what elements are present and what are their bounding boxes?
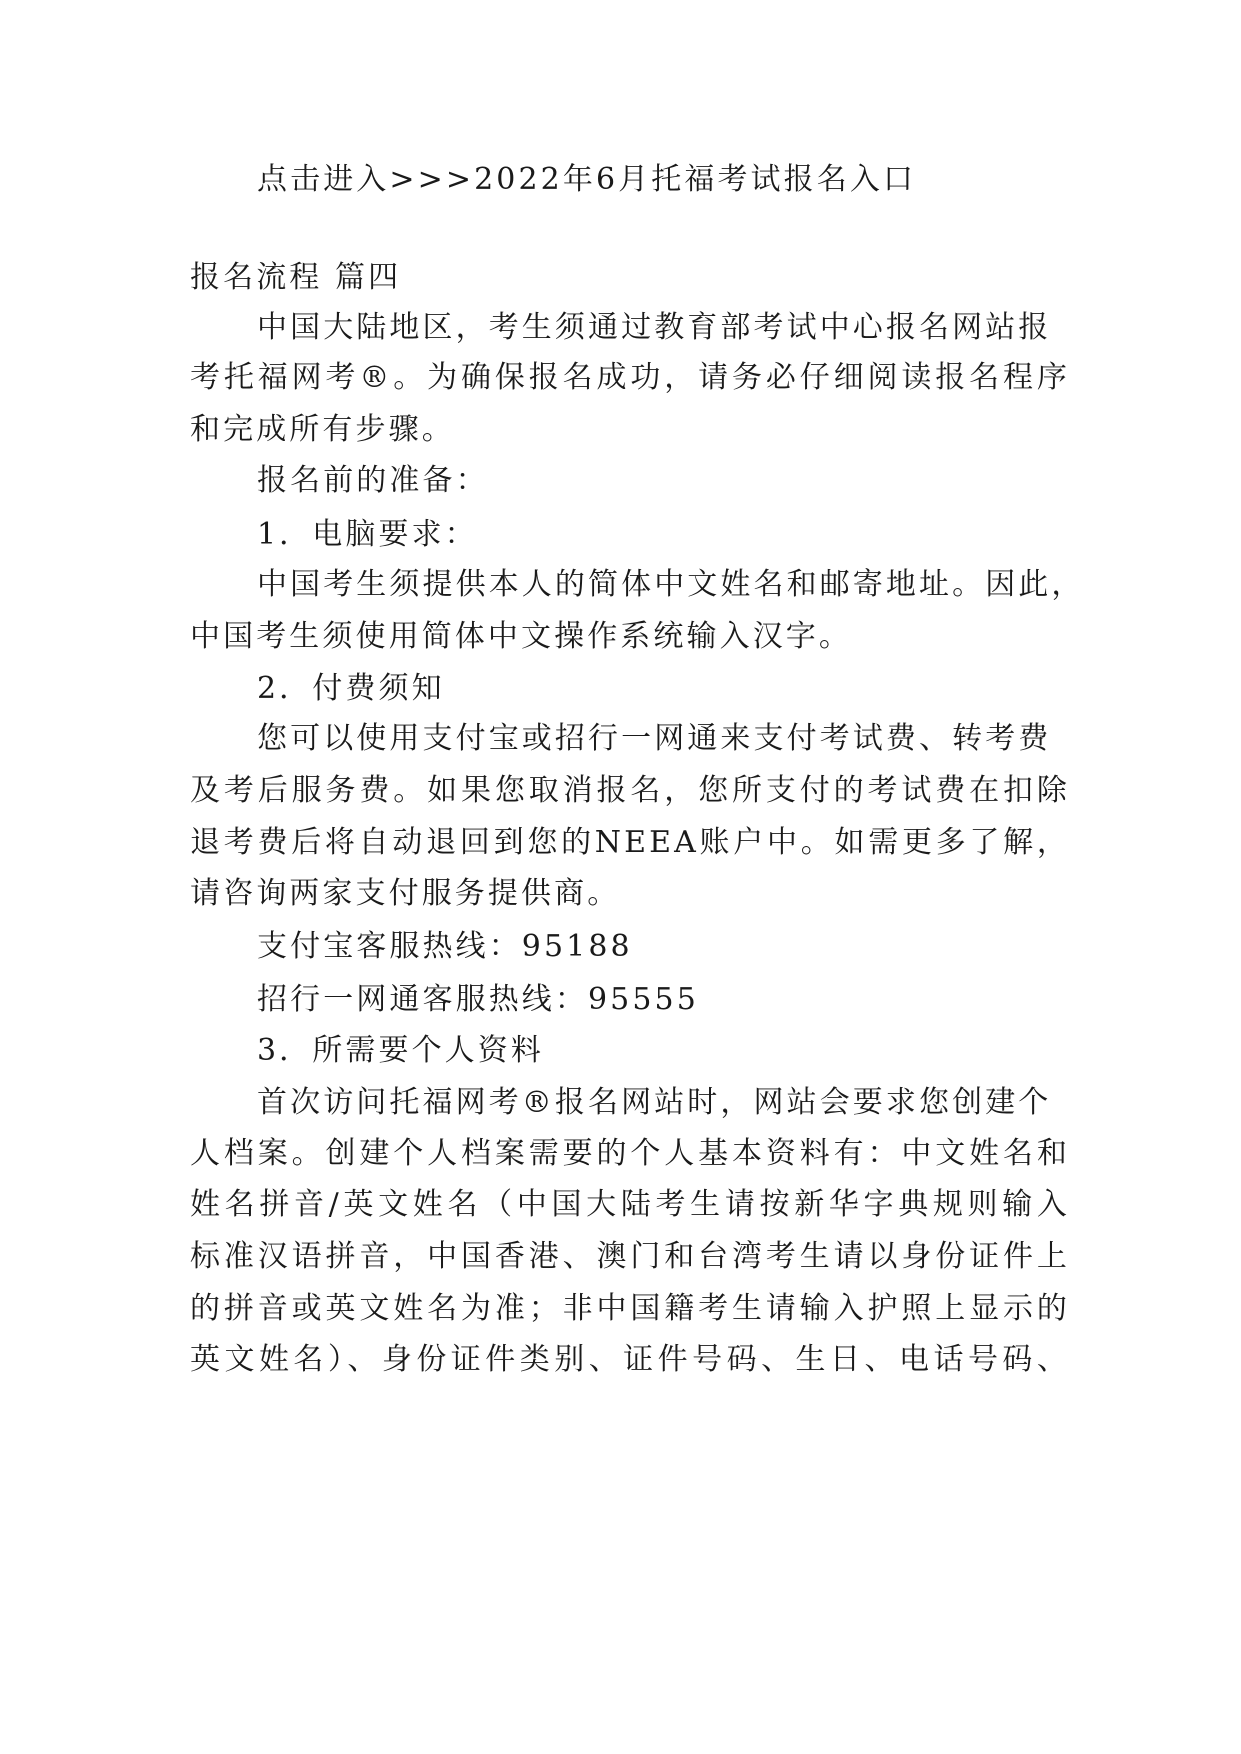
item1-title: 1．电脑要求： <box>257 517 478 552</box>
item2-body-line-3: 退考费后将自动退回到您的NEEA账户中。如需更多了解， <box>190 825 1070 860</box>
item1-body-line-1: 中国考生须提供本人的简体中文姓名和邮寄地址。因此， <box>257 567 1085 602</box>
item3-body-line-4: 标准汉语拼音，中国香港、澳门和台湾考生请以身份证件上 <box>190 1239 1070 1274</box>
prep-heading: 报名前的准备： <box>257 463 489 498</box>
section-heading: 报名流程 篇四 <box>190 260 402 295</box>
item2-body-line-4: 请咨询两家支付服务提供商。 <box>190 876 621 911</box>
item3-body-line-2: 人档案。创建个人档案需要的个人基本资料有：中文姓名和 <box>190 1136 1070 1171</box>
item3-body-line-5: 的拼音或英文姓名为准；非中国籍考生请输入护照上显示的 <box>190 1291 1070 1326</box>
item2-title: 2．付费须知 <box>257 671 445 706</box>
item3-body-line-6: 英文姓名）、身份证件类别、证件号码、生日、电话号码、 <box>190 1342 1070 1377</box>
item3-title: 3．所需要个人资料 <box>257 1033 544 1068</box>
intro-line-1: 中国大陆地区，考生须通过教育部考试中心报名网站报 <box>257 310 1052 345</box>
cmb-hotline: 招行一网通客服热线：95555 <box>257 982 699 1017</box>
alipay-hotline: 支付宝客服热线：95188 <box>257 929 633 964</box>
intro-line-3: 和完成所有步骤。 <box>190 412 455 447</box>
item3-body-line-1: 首次访问托福网考®报名网站时，网站会要求您创建个 <box>257 1085 1052 1120</box>
item2-body-line-1: 您可以使用支付宝或招行一网通来支付考试费、转考费 <box>257 721 1052 756</box>
item1-body-line-2: 中国考生须使用简体中文操作系统输入汉字。 <box>190 619 852 654</box>
item3-body-line-3: 姓名拼音/英文姓名（中国大陆考生请按新华字典规则输入 <box>190 1187 1070 1222</box>
item2-body-line-2: 及考后服务费。如果您取消报名，您所支付的考试费在扣除 <box>190 773 1070 808</box>
registration-entry-link[interactable]: 点击进入>>>2022年6月托福考试报名入口 <box>257 162 917 197</box>
intro-line-2: 考托福网考®。为确保报名成功，请务必仔细阅读报名程序 <box>190 360 1070 395</box>
